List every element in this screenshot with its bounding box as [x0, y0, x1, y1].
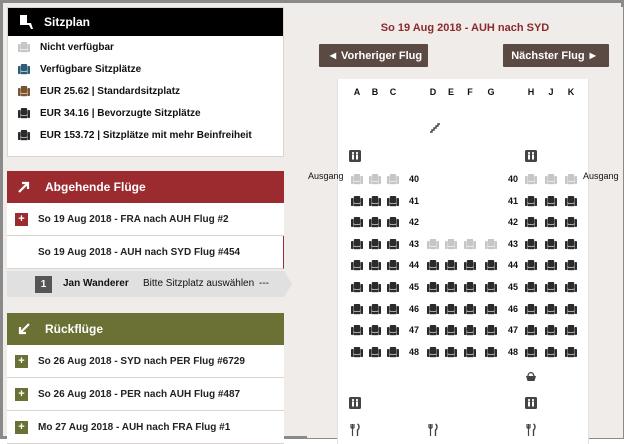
- exit-label-right: Ausgang: [583, 171, 619, 181]
- return-title: Rückflüge: [45, 322, 104, 336]
- seat-44H[interactable]: [525, 260, 537, 271]
- seat-41H[interactable]: [525, 196, 537, 207]
- seat-icon: [16, 14, 34, 30]
- seat-icon: [18, 64, 30, 75]
- seat-43A[interactable]: [351, 239, 363, 250]
- seat-46K[interactable]: [565, 304, 577, 315]
- seat-46C[interactable]: [387, 304, 399, 315]
- chevron-right-icon: ▶: [589, 51, 596, 60]
- seat-41A[interactable]: [351, 196, 363, 207]
- passenger-row[interactable]: [7, 271, 291, 297]
- row-number: 47: [408, 325, 419, 336]
- column-letter: F: [467, 87, 473, 97]
- seat-42B[interactable]: [369, 217, 381, 228]
- passenger-number: 1: [35, 276, 52, 293]
- seat-45F[interactable]: [464, 282, 476, 293]
- seat-43B[interactable]: [369, 239, 381, 250]
- column-letter: K: [567, 87, 575, 97]
- chevron-left-icon: ◀: [329, 51, 337, 60]
- next-flight-button[interactable]: [503, 44, 609, 67]
- flight-label: So 19 Aug 2018 - AUH nach SYD Flug #454: [38, 246, 241, 258]
- seat-48B[interactable]: [369, 347, 381, 358]
- seat-47H[interactable]: [525, 325, 537, 336]
- seat-40C[interactable]: [387, 174, 399, 185]
- arrow-up-right-icon: [17, 180, 31, 194]
- seat-48A[interactable]: [351, 347, 363, 358]
- row-number: 45: [507, 282, 518, 292]
- row-number: 41: [408, 195, 419, 206]
- seat-41B[interactable]: [369, 196, 381, 207]
- seat-40B[interactable]: [369, 174, 381, 185]
- legend-label: Nicht verfügbar: [40, 41, 114, 53]
- row-number: 41: [507, 195, 518, 206]
- seat-46B[interactable]: [369, 304, 381, 315]
- seat-40H[interactable]: [525, 174, 537, 185]
- seat-44B[interactable]: [369, 260, 381, 271]
- legend-label: EUR 25.62 | Standardsitzplatz: [40, 85, 181, 97]
- seat-45E[interactable]: [445, 282, 457, 293]
- seat-44E[interactable]: [445, 260, 457, 271]
- seat-46H[interactable]: [525, 304, 537, 315]
- seat-43J[interactable]: [545, 239, 557, 250]
- row-number: 48: [507, 346, 518, 357]
- seat-47D[interactable]: [427, 325, 439, 336]
- seat-45H[interactable]: [525, 282, 537, 293]
- seat-41K[interactable]: [565, 196, 577, 207]
- flight-row-outbound-1[interactable]: [7, 203, 284, 236]
- seat-45B[interactable]: [369, 282, 381, 293]
- route-title: So 19 Aug 2018 - AUH nach SYD: [380, 22, 550, 34]
- column-letter: A: [353, 87, 361, 97]
- seat-45A[interactable]: [351, 282, 363, 293]
- arrow-down-left-icon: [17, 322, 31, 336]
- legend-item: [8, 58, 283, 80]
- row-number: 46: [507, 303, 518, 314]
- lavatory-icon: [349, 149, 361, 161]
- legend-label: EUR 153.72 | Sitzplätze mit mehr Beinfreiheit: [40, 129, 252, 141]
- seat-icon: [18, 86, 30, 97]
- lavatory-icon: [525, 149, 537, 161]
- seat-48E[interactable]: [445, 347, 457, 358]
- cutlery-icon: [525, 423, 537, 435]
- column-letter: H: [527, 87, 535, 97]
- legend-item: [8, 102, 283, 124]
- seat-45J[interactable]: [545, 282, 557, 293]
- seatmap-panel: [307, 7, 623, 438]
- seat-47E[interactable]: [445, 325, 457, 336]
- flight-row-return-2[interactable]: [7, 378, 284, 411]
- column-letter: B: [371, 87, 379, 97]
- next-flight-label: Nächster Flug: [511, 49, 585, 62]
- seat-46D[interactable]: [427, 304, 439, 315]
- row-number: 43: [408, 238, 419, 249]
- seat-48H[interactable]: [525, 347, 537, 358]
- seat-48G[interactable]: [485, 347, 497, 358]
- seat-44C[interactable]: [387, 260, 399, 271]
- outbound-header[interactable]: [7, 171, 284, 203]
- column-letter: E: [447, 87, 454, 97]
- seat-45C[interactable]: [387, 282, 399, 293]
- seat-44D[interactable]: [427, 260, 439, 271]
- row-number: 46: [408, 303, 419, 314]
- flight-label: So 26 Aug 2018 - PER nach AUH Flug #487: [38, 388, 241, 400]
- legend-header: [8, 8, 283, 36]
- seat-45D[interactable]: [427, 282, 439, 293]
- seat-44K[interactable]: [565, 260, 577, 271]
- seat-43K[interactable]: [565, 239, 577, 250]
- flight-label: So 19 Aug 2018 - FRA nach AUH Flug #2: [38, 213, 229, 225]
- seat-40J[interactable]: [545, 174, 557, 185]
- row-number: 43: [507, 238, 518, 249]
- lavatory-icon: [349, 396, 361, 408]
- legend-item: [8, 124, 283, 146]
- seat-47J[interactable]: [545, 325, 557, 336]
- seat-43H[interactable]: [525, 239, 537, 250]
- seat-40K[interactable]: [565, 174, 577, 185]
- legend-label: EUR 34.16 | Bevorzugte Sitzplätze: [40, 107, 201, 119]
- seat-48F[interactable]: [464, 347, 476, 358]
- seat-47C[interactable]: [387, 325, 399, 336]
- return-header[interactable]: [7, 313, 284, 345]
- column-letter: J: [548, 87, 554, 97]
- seat-43G[interactable]: [485, 239, 497, 250]
- legend-item: [8, 80, 283, 102]
- cutlery-icon: [427, 423, 439, 435]
- row-number: 40: [408, 174, 419, 184]
- row-number: 45: [408, 282, 419, 292]
- row-number: 44: [408, 260, 419, 271]
- column-letter: G: [487, 87, 495, 97]
- seat-47K[interactable]: [565, 325, 577, 336]
- bassinet-icon: [525, 369, 537, 381]
- passenger-seat-price: ---: [259, 278, 269, 289]
- seat-47F[interactable]: [464, 325, 476, 336]
- seat-46E[interactable]: [445, 304, 457, 315]
- seat-48K[interactable]: [565, 347, 577, 358]
- seat-42K[interactable]: [565, 217, 577, 228]
- legend-item: [8, 36, 283, 58]
- seat-48D[interactable]: [427, 347, 439, 358]
- stairs-icon: [429, 121, 441, 133]
- seat-47G[interactable]: [485, 325, 497, 336]
- seat-47A[interactable]: [351, 325, 363, 336]
- column-letter: C: [389, 87, 397, 97]
- legend-title: Sitzplan: [44, 15, 91, 29]
- seat-icon: [18, 130, 30, 141]
- row-number: 44: [507, 260, 518, 271]
- previous-flight-label: Vorheriger Flug: [341, 49, 423, 62]
- seat-44G[interactable]: [485, 260, 497, 271]
- plus-icon[interactable]: +: [15, 213, 28, 226]
- seat-42J[interactable]: [545, 217, 557, 228]
- seat-42C[interactable]: [387, 217, 399, 228]
- seat-42H[interactable]: [525, 217, 537, 228]
- flight-row-return-3[interactable]: [7, 411, 284, 444]
- left-panel: [7, 7, 284, 438]
- seat-legend: [7, 7, 284, 157]
- seat-43E[interactable]: [445, 239, 457, 250]
- lavatory-icon: [525, 396, 537, 408]
- seat-48C[interactable]: [387, 347, 399, 358]
- seat-41J[interactable]: [545, 196, 557, 207]
- flight-label: So 26 Aug 2018 - SYD nach PER Flug #6729: [38, 355, 245, 367]
- flight-label: Mo 27 Aug 2018 - AUH nach FRA Flug #1: [38, 421, 231, 433]
- cutlery-icon: [349, 423, 361, 435]
- legend-label: Verfügbare Sitzplätze: [40, 63, 142, 75]
- flight-row-outbound-2[interactable]: [7, 236, 284, 269]
- passenger-seat-status: Bitte Sitzplatz auswählen: [143, 278, 255, 289]
- seat-46A[interactable]: [351, 304, 363, 315]
- seat-44F[interactable]: [464, 260, 476, 271]
- column-letter: D: [429, 87, 437, 97]
- plus-icon[interactable]: +: [15, 355, 28, 368]
- seat-46G[interactable]: [485, 304, 497, 315]
- exit-label-left: Ausgang: [308, 171, 344, 181]
- plus-icon[interactable]: +: [15, 421, 28, 434]
- seat-43C[interactable]: [387, 239, 399, 250]
- seat-45K[interactable]: [565, 282, 577, 293]
- row-number: 42: [408, 217, 419, 228]
- seat-46J[interactable]: [545, 304, 557, 315]
- seat-43D[interactable]: [427, 239, 439, 250]
- passenger-name: Jan Wanderer: [63, 278, 129, 289]
- row-number: 48: [408, 346, 419, 357]
- seat-45G[interactable]: [485, 282, 497, 293]
- seat-icon: [18, 42, 30, 53]
- seat-43F[interactable]: [464, 239, 476, 250]
- flight-row-return-1[interactable]: [7, 345, 284, 378]
- seat-44A[interactable]: [351, 260, 363, 271]
- seat-41C[interactable]: [387, 196, 399, 207]
- seat-42A[interactable]: [351, 217, 363, 228]
- seat-47B[interactable]: [369, 325, 381, 336]
- seat-44J[interactable]: [545, 260, 557, 271]
- previous-flight-button[interactable]: [319, 44, 428, 67]
- seat-40A[interactable]: [351, 174, 363, 185]
- seat-46F[interactable]: [464, 304, 476, 315]
- row-number: 40: [507, 174, 518, 184]
- plus-icon[interactable]: +: [15, 388, 28, 401]
- seat-icon: [18, 108, 30, 119]
- row-number: 42: [507, 217, 518, 228]
- row-number: 47: [507, 325, 518, 336]
- seat-48J[interactable]: [545, 347, 557, 358]
- outbound-title: Abgehende Flüge: [45, 180, 146, 194]
